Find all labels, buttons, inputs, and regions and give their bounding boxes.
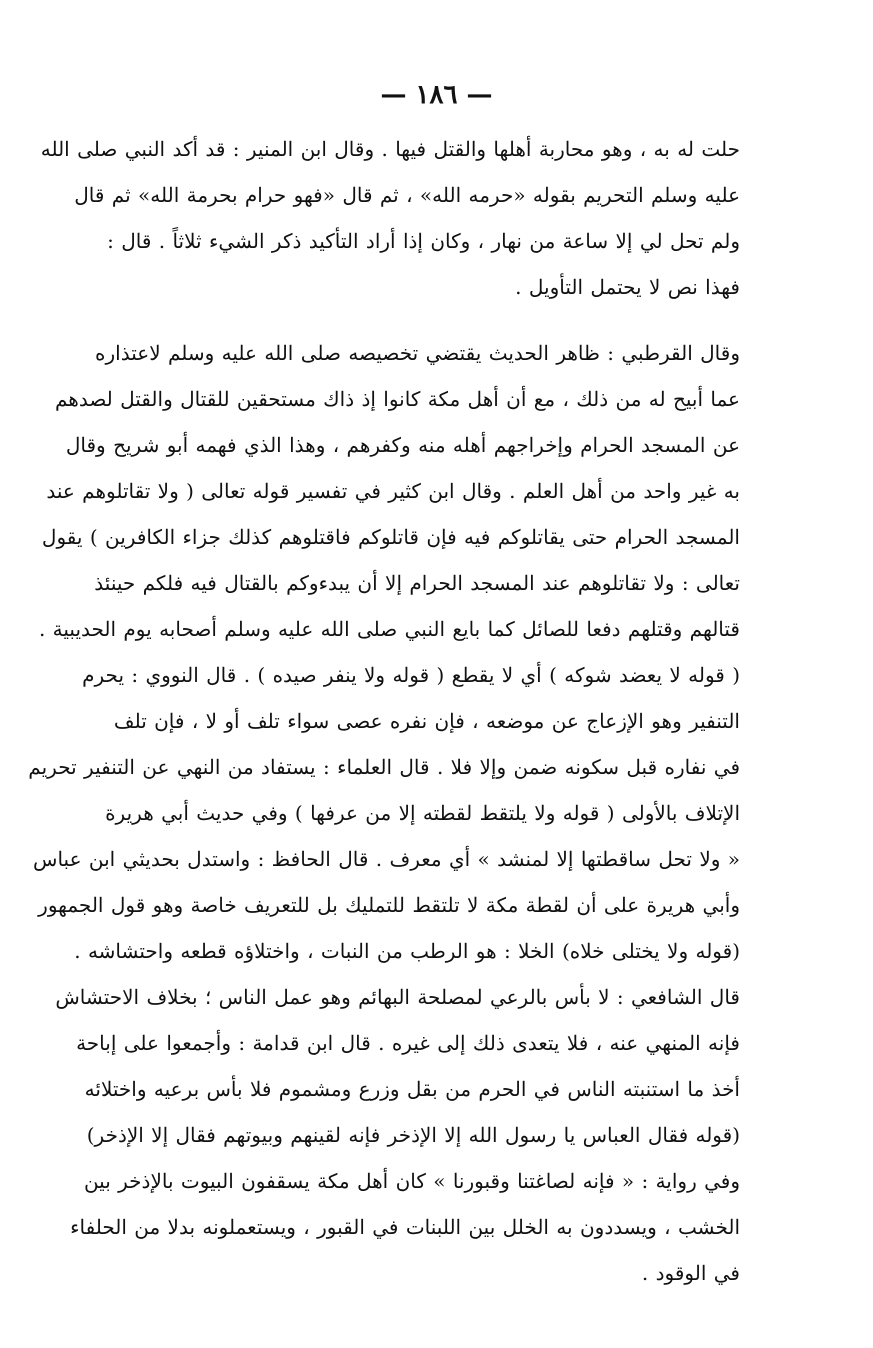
- text-line: الإتلاف بالأولى ( قوله ولا يلتقط لقطته إلا من عرفها ) وفي حديث أبي هريرة: [105, 801, 740, 825]
- text-line: وقال القرطبي : ظاهر الحديث يقتضي تخصيصه صلى الله عليه وسلم لاعتذاره: [95, 341, 740, 365]
- text-line: فإنه المنهي عنه ، فلا يتعدى ذلك إلى غيره . قال ابن قدامة : وأجمعوا على إباحة: [76, 1031, 740, 1055]
- text-line: الخشب ، ويسددون به الخلل بين اللبنات في القبور ، ويستعملونه بدلا من الحلفاء: [70, 1215, 740, 1239]
- text-line: في نفاره قبل سكونه ضمن وإلا فلا . قال العلماء : يستفاد من النهي عن التنفير تحريم: [28, 755, 740, 779]
- text-line: فهذا نص لا يحتمل التأويل .: [515, 275, 740, 299]
- text-line: عما أبيح له من ذلك ، مع أن أهل مكة كانوا إذ ذاك مستحقين للقتال والقتل لصدهم: [54, 387, 740, 411]
- text-line: في الوقود .: [641, 1261, 740, 1285]
- text-line: قال الشافعي : لا بأس بالرعي لمصلحة البهائم وهو عمل الناس ؛ بخلاف الاحتشاش: [55, 985, 740, 1009]
- text-line: وأبي هريرة على أن لقطة مكة لا تلتقط للتمليك بل للتعريف خاصة وهو قول الجمهور: [38, 893, 740, 917]
- text-line: وفي رواية : « فإنه لصاغتنا وقبورنا » كان أهل مكة يسقفون البيوت بالإذخر بين: [83, 1169, 740, 1193]
- text-line: تعالى : ولا تقاتلوهم عند المسجد الحرام إلا أن يبدءوكم بالقتال فيه فلكم حينئذ: [94, 571, 740, 595]
- text-line: المسجد الحرام حتى يقاتلوكم فيه فإن قاتلوكم فاقتلوهم كذلك جزاء الكافرين ) يقول: [41, 525, 740, 549]
- paragraph-2: [28, 330, 740, 1296]
- page-number: — ١٨٦ —: [380, 80, 493, 110]
- paragraph-1: [40, 126, 740, 310]
- text-line: أخذ ما استنبته الناس في الحرم من بقل وزرع ومشموم فلا بأس برعيه واختلائه: [84, 1077, 740, 1101]
- text-line: قتالهم وقتلهم دفعا للصائل كما بايع النبي صلى الله عليه وسلم أصحابه يوم الحديبية .: [38, 617, 740, 641]
- text-line: التنفير وهو الإزعاج عن موضعه ، فإن نفره عصى سواء تلف أو لا ، فإن تلف: [113, 709, 740, 733]
- text-line: ( قوله لا يعضد شوكه ) أي لا يقطع ( قوله ولا ينفر صيده ) . قال النووي : يحرم: [82, 663, 740, 687]
- text-line: (قوله ولا يختلى خلاه) الخلا : هو الرطب من النبات ، واختلاؤه قطعه واحتشاشه .: [74, 939, 740, 963]
- text-line: « ولا تحل ساقطتها إلا لمنشد » أي معرف . قال الحافظ : واستدل بحديثي ابن عباس: [33, 847, 740, 871]
- text-line: حلت له به ، وهو محاربة أهلها والقتل فيها . وقال ابن المنير : قد أكد النبي صلى الله: [40, 137, 740, 161]
- text-line: عن المسجد الحرام وإخراجهم أهله منه وكفرهم ، وهذا الذي فهمه أبو شريح وقال: [65, 433, 740, 457]
- text-line: عليه وسلم التحريم بقوله «حرمه الله» ، ثم قال «فهو حرام بحرمة الله» ثم قال: [74, 183, 740, 207]
- text-line: به غير واحد من أهل العلم . وقال ابن كثير في تفسير قوله تعالى ( ولا تقاتلوهم عند: [46, 479, 740, 503]
- text-line: (قوله فقال العباس يا رسول الله إلا الإذخر فإنه لقينهم وبيوتهم فقال إلا الإذخر): [86, 1123, 740, 1147]
- text-line: ولم تحل لي إلا ساعة من نهار ، وكان إذا أراد التأكيد ذكر الشيء ثلاثاً . قال :: [107, 229, 740, 253]
